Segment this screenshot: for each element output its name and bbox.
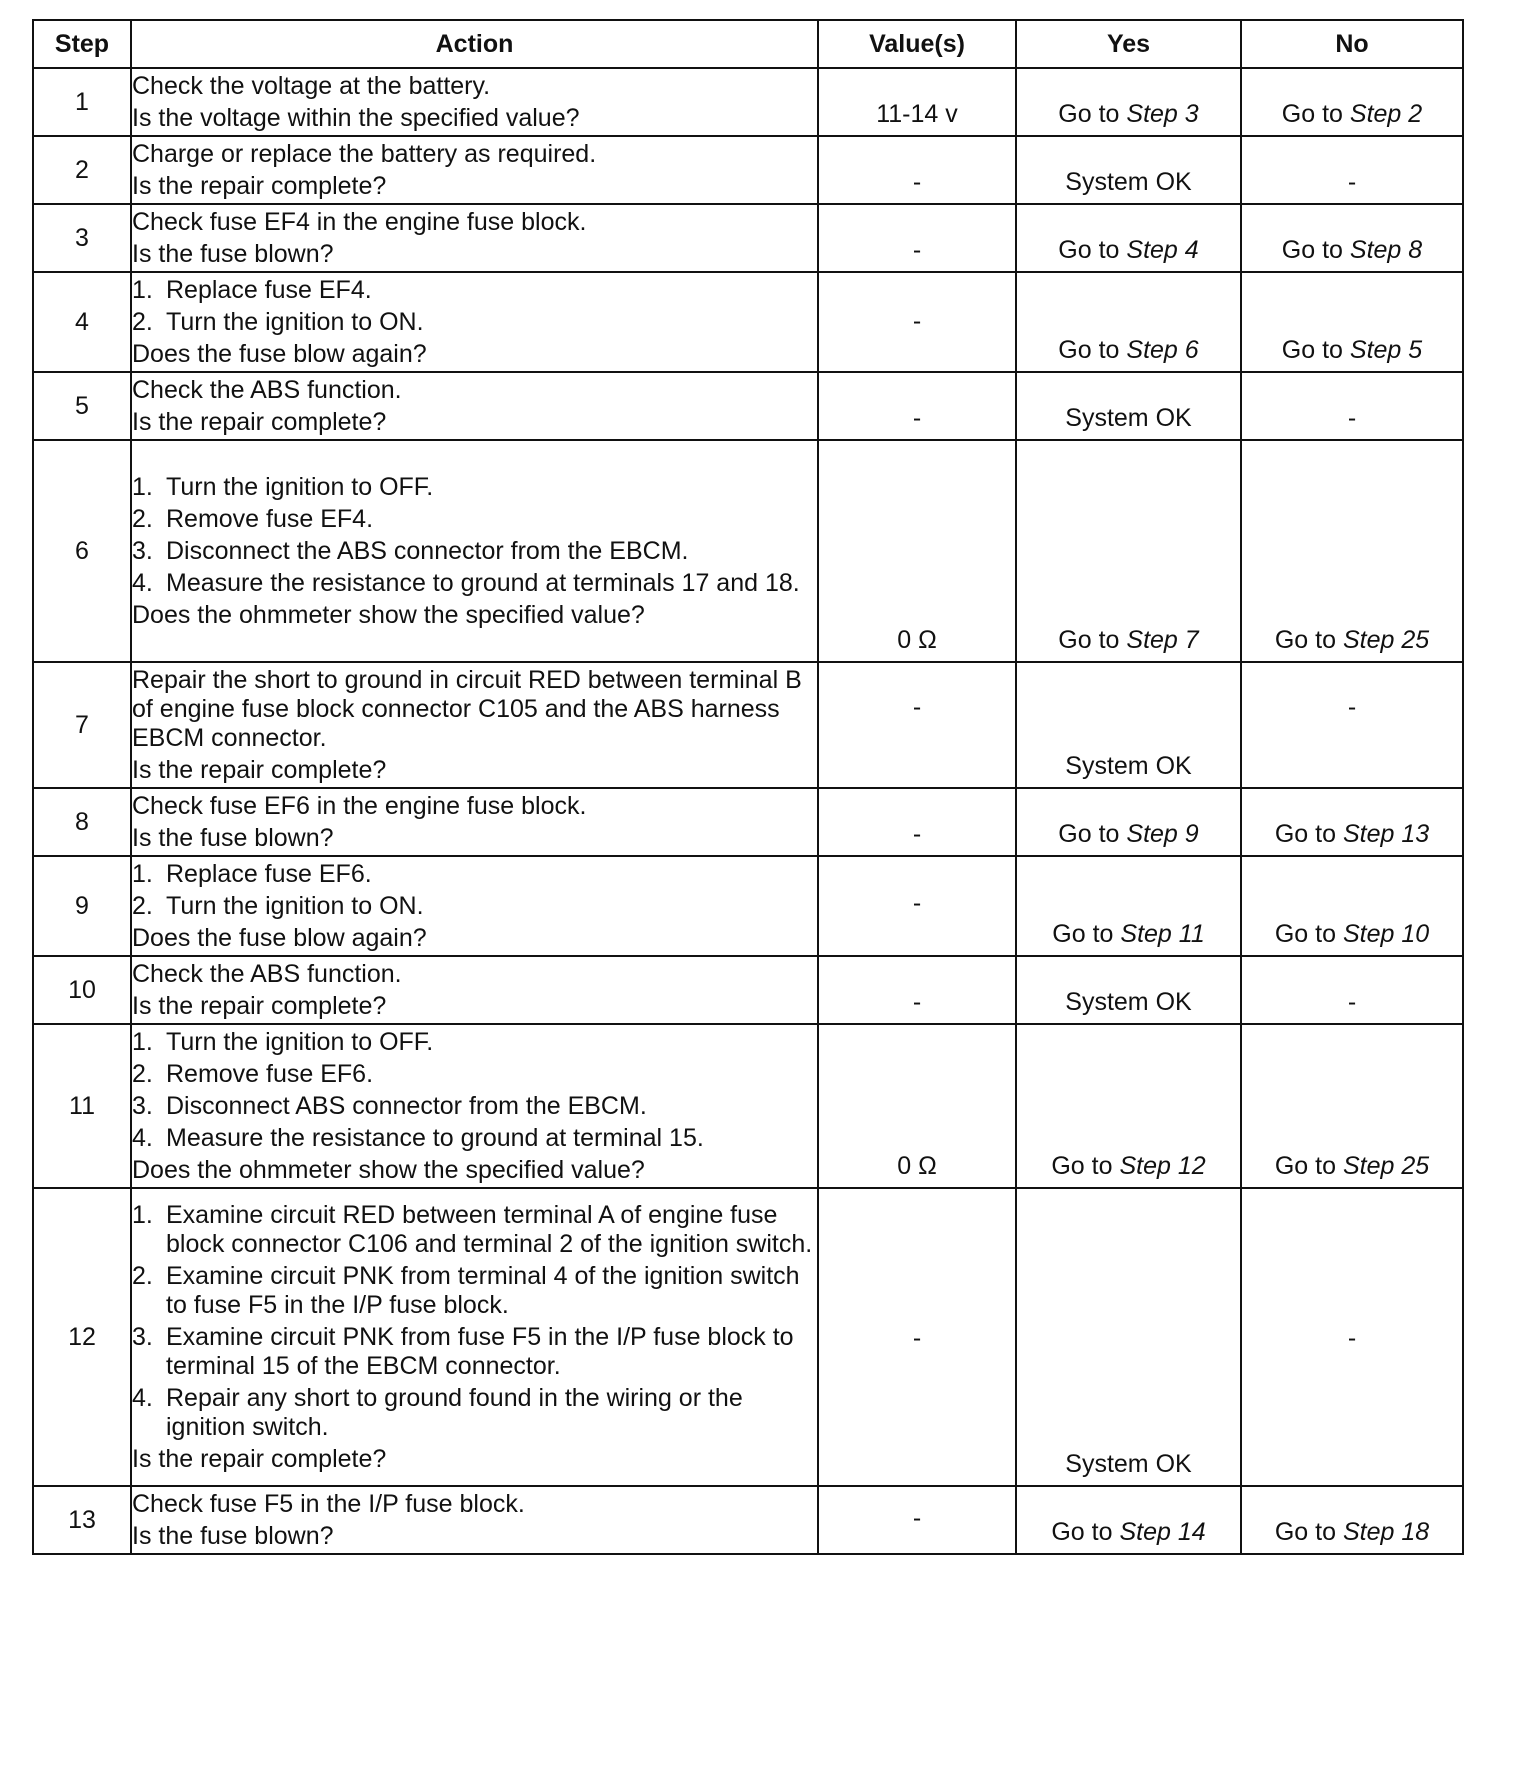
yes-cell (1016, 440, 1241, 662)
yes-goto (1051, 1152, 1205, 1180)
action-item-text: Remove fuse EF6. (166, 1060, 374, 1088)
no-goto (1282, 236, 1422, 264)
no-cell (1241, 956, 1463, 1024)
yes-answer (1017, 1152, 1240, 1181)
no-goto-step: Step 10 (1342, 920, 1430, 948)
header-yes: Yes (1016, 20, 1241, 68)
yes-goto (1058, 336, 1198, 364)
no-cell (1241, 440, 1463, 662)
yes-goto (1058, 236, 1198, 264)
action-line: Is the repair complete? (132, 756, 387, 784)
value-cell (818, 856, 1016, 956)
value-cell (818, 662, 1016, 788)
action-item-number: 3. (132, 1323, 153, 1351)
yes-cell (1016, 788, 1241, 856)
value-text: 11-14 v (876, 100, 958, 128)
value-text: 0 Ω (897, 1152, 937, 1180)
action-question: Does the fuse blow again? (132, 340, 427, 368)
no-goto-prefix: Go to (1281, 236, 1343, 264)
action-item (132, 537, 817, 566)
no-answer (1242, 820, 1462, 849)
no-cell (1241, 68, 1463, 136)
table-row (33, 68, 1463, 136)
action-cell (131, 956, 818, 1024)
header-row (33, 20, 1463, 68)
action-item-text: Turn the ignition to ON. (166, 892, 424, 920)
value-cell (818, 788, 1016, 856)
yes-goto (1051, 1518, 1205, 1546)
value-cell (818, 440, 1016, 662)
value-cell (818, 272, 1016, 372)
action-line: Check the ABS function. (132, 376, 402, 404)
yes-answer (1017, 1518, 1240, 1547)
value-cell (818, 956, 1016, 1024)
yes-cell (1016, 372, 1241, 440)
action-list (132, 473, 817, 598)
table-row (33, 956, 1463, 1024)
action-line: Is the fuse blown? (132, 1522, 334, 1550)
yes-cell (1016, 204, 1241, 272)
yes-goto-step: Step 6 (1126, 336, 1199, 364)
action-list (132, 860, 817, 921)
action-item-number: 2. (132, 505, 153, 533)
no-cell (1241, 136, 1463, 204)
yes-cell (1016, 136, 1241, 204)
value-text: - (912, 307, 922, 335)
yes-cell (1016, 68, 1241, 136)
no-cell (1241, 856, 1463, 956)
action-item (132, 308, 817, 337)
action-item (132, 505, 817, 534)
value-cell (818, 68, 1016, 136)
action-cell (131, 272, 818, 372)
no-goto-prefix: Go to (1281, 336, 1343, 364)
yes-goto-step: Step 7 (1126, 626, 1199, 654)
step-number: 12 (33, 1188, 131, 1486)
table-row (33, 1024, 1463, 1188)
action-item (132, 860, 817, 889)
header-no: No (1241, 20, 1463, 68)
action-list (132, 276, 817, 337)
action-item-text: Disconnect ABS connector from the EBCM. (166, 1092, 647, 1120)
action-cell (131, 1486, 818, 1554)
action-question: Is the repair complete? (132, 1445, 387, 1473)
action-cell (131, 788, 818, 856)
step-number: 8 (33, 788, 131, 856)
table-row (33, 136, 1463, 204)
action-item-text: Examine circuit RED between terminal A of engine fuse block connector C106 and terminal 2 of the ignition switch. (166, 1201, 813, 1258)
diagnostic-table (32, 19, 1464, 1555)
action-line: Check fuse EF6 in the engine fuse block. (132, 792, 587, 820)
action-cell (131, 1188, 818, 1486)
yes-cell (1016, 1486, 1241, 1554)
no-answer: - (1347, 988, 1357, 1016)
yes-answer (1017, 820, 1240, 849)
yes-goto-prefix: Go to (1058, 236, 1120, 264)
yes-goto-step: Step 12 (1119, 1152, 1206, 1180)
no-goto-prefix: Go to (1274, 1152, 1336, 1180)
table-row (33, 1486, 1463, 1554)
no-answer (1242, 920, 1462, 949)
action-line: Charge or replace the battery as required. (132, 140, 597, 168)
action-item-text: Replace fuse EF4. (166, 276, 372, 304)
action-line: Check fuse EF4 in the engine fuse block. (132, 208, 587, 236)
no-goto-prefix: Go to (1274, 1518, 1336, 1546)
table-row (33, 204, 1463, 272)
action-item-number: 4. (132, 1384, 153, 1412)
yes-answer: System OK (1065, 404, 1192, 432)
yes-answer (1017, 336, 1240, 365)
yes-goto-step: Step 11 (1120, 920, 1205, 948)
yes-goto-prefix: Go to (1058, 100, 1120, 128)
action-item (132, 892, 817, 921)
value-cell (818, 1024, 1016, 1188)
action-cell (131, 1024, 818, 1188)
action-item (132, 1323, 817, 1381)
no-goto-step: Step 5 (1349, 336, 1423, 364)
action-item-text: Replace fuse EF6. (166, 860, 372, 888)
yes-goto-prefix: Go to (1058, 626, 1120, 654)
table-row (33, 788, 1463, 856)
step-number: 7 (33, 662, 131, 788)
action-item-text: Examine circuit PNK from terminal 4 of the ignition switch to fuse F5 in the I/P fuse block. (166, 1262, 800, 1319)
no-answer (1242, 100, 1462, 129)
no-goto-step: Step 2 (1349, 100, 1423, 128)
action-item-text: Measure the resistance to ground at terminals 17 and 18. (166, 569, 800, 597)
yes-answer: System OK (1065, 988, 1192, 1016)
step-number: 2 (33, 136, 131, 204)
action-cell (131, 204, 818, 272)
yes-goto-prefix: Go to (1058, 336, 1120, 364)
step-number: 10 (33, 956, 131, 1024)
no-goto-prefix: Go to (1274, 920, 1336, 948)
no-cell (1241, 272, 1463, 372)
no-goto-step: Step 18 (1342, 1518, 1430, 1546)
no-goto-step: Step 25 (1342, 626, 1430, 654)
no-cell (1241, 204, 1463, 272)
no-goto-prefix: Go to (1281, 100, 1343, 128)
no-goto-step: Step 25 (1342, 1152, 1430, 1180)
action-item-number: 1. (132, 473, 153, 501)
action-line: Is the fuse blown? (132, 240, 334, 268)
yes-goto (1058, 626, 1198, 654)
action-item-number: 4. (132, 1124, 153, 1152)
action-item-text: Turn the ignition to ON. (166, 308, 424, 336)
action-item-text: Remove fuse EF4. (166, 505, 374, 533)
action-item (132, 1060, 817, 1089)
action-item-text: Turn the ignition to OFF. (166, 1028, 434, 1056)
action-item (132, 1201, 817, 1259)
value-text: - (912, 988, 922, 1016)
no-answer: - (1347, 168, 1357, 196)
action-item-number: 2. (132, 892, 153, 920)
no-goto-step: Step 13 (1342, 820, 1430, 848)
action-cell (131, 372, 818, 440)
action-list (132, 1201, 817, 1442)
action-question: Does the ohmmeter show the specified value? (132, 1156, 645, 1184)
no-goto (1275, 920, 1429, 948)
table-row (33, 372, 1463, 440)
action-line: Check the voltage at the battery. (132, 72, 491, 100)
value-cell (818, 1486, 1016, 1554)
action-cell (131, 662, 818, 788)
step-number: 6 (33, 440, 131, 662)
yes-goto-step: Step 4 (1126, 236, 1199, 264)
no-cell (1241, 662, 1463, 788)
value-text: - (912, 168, 922, 196)
value-text: - (912, 236, 922, 264)
value-cell (818, 136, 1016, 204)
value-cell (818, 204, 1016, 272)
action-line: Is the fuse blown? (132, 824, 334, 852)
step-number: 9 (33, 856, 131, 956)
no-cell (1241, 1188, 1463, 1486)
step-number: 5 (33, 372, 131, 440)
yes-cell (1016, 1024, 1241, 1188)
no-cell (1241, 1486, 1463, 1554)
table-row (33, 856, 1463, 956)
no-answer (1242, 236, 1462, 265)
no-cell (1241, 788, 1463, 856)
action-item (132, 1384, 817, 1442)
no-goto (1275, 820, 1429, 848)
action-line: Check the ABS function. (132, 960, 402, 988)
yes-cell (1016, 1188, 1241, 1486)
yes-goto (1052, 920, 1204, 948)
no-goto-prefix: Go to (1274, 626, 1336, 654)
action-item-text: Repair any short to ground found in the wiring or the ignition switch. (166, 1384, 743, 1441)
value-text: - (912, 1324, 922, 1352)
action-question: Does the fuse blow again? (132, 924, 427, 952)
no-answer: - (1347, 404, 1357, 432)
action-item-number: 2. (132, 1060, 153, 1088)
table-row (33, 272, 1463, 372)
action-item (132, 1028, 817, 1057)
action-item (132, 569, 817, 598)
no-cell (1241, 1024, 1463, 1188)
action-question: Does the ohmmeter show the specified value? (132, 601, 645, 629)
action-item-number: 2. (132, 308, 153, 336)
value-text: - (912, 1504, 922, 1532)
yes-goto-prefix: Go to (1052, 920, 1114, 948)
table-row (33, 662, 1463, 788)
header-action: Action (131, 20, 818, 68)
header-values: Value(s) (818, 20, 1016, 68)
yes-answer (1017, 100, 1240, 129)
no-goto (1275, 1152, 1429, 1180)
action-item-number: 1. (132, 1201, 153, 1229)
action-item-number: 3. (132, 537, 153, 565)
value-text: 0 Ω (897, 626, 937, 654)
action-item-text: Measure the resistance to ground at terminal 15. (166, 1124, 704, 1152)
yes-cell (1016, 272, 1241, 372)
yes-goto-step: Step 3 (1126, 100, 1199, 128)
step-number: 1 (33, 68, 131, 136)
action-cell (131, 68, 818, 136)
action-item-number: 3. (132, 1092, 153, 1120)
action-item-text: Disconnect the ABS connector from the EBCM. (166, 537, 689, 565)
action-item-number: 1. (132, 860, 153, 888)
action-item (132, 473, 817, 502)
step-number: 13 (33, 1486, 131, 1554)
yes-cell (1016, 956, 1241, 1024)
yes-cell (1016, 856, 1241, 956)
no-goto-step: Step 8 (1349, 236, 1423, 264)
action-item-number: 4. (132, 569, 153, 597)
yes-goto-prefix: Go to (1051, 1518, 1113, 1546)
yes-cell (1016, 662, 1241, 788)
action-item (132, 276, 817, 305)
yes-goto (1058, 100, 1198, 128)
action-list (132, 1028, 817, 1153)
action-item-number: 1. (132, 1028, 153, 1056)
value-cell (818, 1188, 1016, 1486)
action-line: Is the repair complete? (132, 992, 387, 1020)
no-cell (1241, 372, 1463, 440)
no-goto (1282, 336, 1422, 364)
value-text: - (912, 820, 922, 848)
table-row (33, 1188, 1463, 1486)
action-line: Is the voltage within the specified value? (132, 104, 580, 132)
yes-answer: System OK (1065, 1450, 1192, 1478)
yes-goto-prefix: Go to (1051, 1152, 1113, 1180)
action-line: Is the repair complete? (132, 172, 387, 200)
action-item (132, 1124, 817, 1153)
header-step: Step (33, 20, 131, 68)
action-item-text: Turn the ignition to OFF. (166, 473, 434, 501)
yes-goto-step: Step 9 (1126, 820, 1199, 848)
action-line: Is the repair complete? (132, 408, 387, 436)
no-answer (1242, 1152, 1462, 1181)
yes-answer: System OK (1065, 752, 1192, 780)
diagnostic-table-sheet (32, 19, 1464, 1555)
no-answer (1242, 1518, 1462, 1547)
action-item (132, 1092, 817, 1121)
no-goto (1282, 100, 1422, 128)
action-item-text: Examine circuit PNK from fuse F5 in the I/P fuse block to terminal 15 of the EBCM connector. (166, 1323, 794, 1380)
no-goto (1275, 1518, 1429, 1546)
action-item-number: 2. (132, 1262, 153, 1290)
action-item (132, 1262, 817, 1320)
table-row (33, 440, 1463, 662)
no-goto-prefix: Go to (1274, 820, 1336, 848)
action-cell (131, 440, 818, 662)
yes-answer (1017, 626, 1240, 655)
action-line: Repair the short to ground in circuit RED between terminal B of engine fuse block connector C105 and the ABS harness EBCM connector. (132, 666, 802, 752)
action-line: Check fuse F5 in the I/P fuse block. (132, 1490, 525, 1518)
value-text: - (912, 889, 922, 917)
yes-answer (1017, 920, 1240, 949)
no-answer: - (1347, 693, 1357, 721)
step-number: 11 (33, 1024, 131, 1188)
no-goto (1275, 626, 1429, 654)
no-answer: - (1347, 1324, 1357, 1352)
action-item-number: 1. (132, 276, 153, 304)
value-cell (818, 372, 1016, 440)
no-answer (1242, 336, 1462, 365)
yes-goto-prefix: Go to (1058, 820, 1120, 848)
yes-goto-step: Step 14 (1119, 1518, 1206, 1546)
yes-goto (1058, 820, 1198, 848)
action-cell (131, 136, 818, 204)
step-number: 3 (33, 204, 131, 272)
action-cell (131, 856, 818, 956)
value-text: - (912, 693, 922, 721)
yes-answer: System OK (1065, 168, 1192, 196)
no-answer (1242, 626, 1462, 655)
yes-answer (1017, 236, 1240, 265)
table-body (33, 68, 1463, 1554)
value-text: - (912, 404, 922, 432)
step-number: 4 (33, 272, 131, 372)
